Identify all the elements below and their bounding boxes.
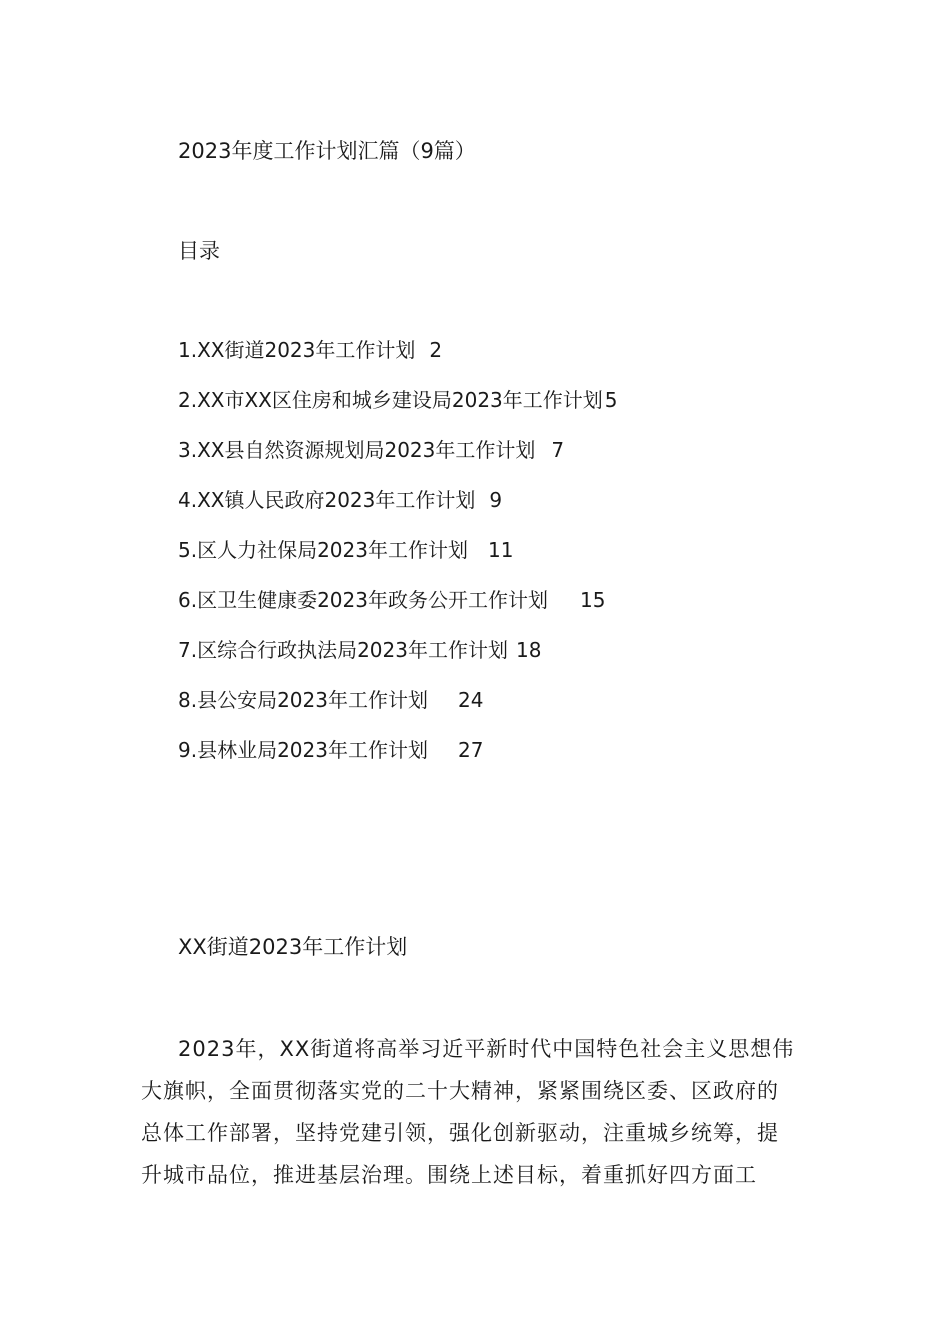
- toc-entry[interactable]: [178, 486, 618, 536]
- toc-entry-page: 5: [604, 388, 618, 412]
- toc-entry-page: 2: [429, 338, 443, 362]
- toc-entry-page: 18: [515, 638, 542, 662]
- toc-entry-title: 3.XX县自然资源规划局2023年工作计划: [178, 438, 536, 462]
- toc-entry[interactable]: [178, 686, 618, 736]
- toc-entry-page: 27: [457, 738, 484, 762]
- toc-entry-page: 11: [487, 538, 514, 562]
- toc-entry-title: 8.县公安局2023年工作计划: [178, 688, 428, 712]
- toc-heading: 目录: [178, 239, 220, 263]
- toc-entry-title: 5.区人力社保局2023年工作计划: [178, 538, 468, 562]
- toc-entry-page: 15: [579, 588, 606, 612]
- body-paragraph: [141, 1028, 809, 1196]
- body-line: 总体工作部署，坚持党建引领，强化创新驱动，注重城乡统筹，提: [141, 1121, 779, 1145]
- toc-entry-title: 2.XX市XX区住房和城乡建设局2023年工作计划: [178, 388, 603, 412]
- toc-entry[interactable]: [178, 586, 618, 636]
- toc-entry[interactable]: [178, 636, 618, 686]
- toc-entry[interactable]: [178, 536, 618, 586]
- toc-entry-page: 9: [489, 488, 503, 512]
- body-line: 2023年，XX街道将高举习近平新时代中国特色社会主义思想伟: [178, 1037, 795, 1061]
- toc-entry[interactable]: [178, 386, 618, 436]
- toc-entry-page: 24: [457, 688, 484, 712]
- body-line: 升城市品位，推进基层治理。围绕上述目标，着重抓好四方面工: [141, 1163, 757, 1187]
- toc-entry-title: 1.XX街道2023年工作计划: [178, 338, 416, 362]
- toc-entry[interactable]: [178, 336, 618, 386]
- toc-entry-page: 7: [551, 438, 565, 462]
- toc-entry-title: 4.XX镇人民政府2023年工作计划: [178, 488, 476, 512]
- table-of-contents: [178, 336, 618, 786]
- toc-entry-title: 6.区卫生健康委2023年政务公开工作计划: [178, 588, 548, 612]
- toc-entry[interactable]: [178, 736, 618, 786]
- toc-entry[interactable]: [178, 436, 618, 486]
- body-line: 大旗帜，全面贯彻落实党的二十大精神，紧紧围绕区委、区政府的: [141, 1079, 779, 1103]
- toc-entry-title: 7.区综合行政执法局2023年工作计划: [178, 638, 508, 662]
- section-title: XX街道2023年工作计划: [178, 935, 408, 959]
- document-title: 2023年度工作计划汇篇（9篇）: [178, 139, 476, 163]
- toc-entry-title: 9.县林业局2023年工作计划: [178, 738, 428, 762]
